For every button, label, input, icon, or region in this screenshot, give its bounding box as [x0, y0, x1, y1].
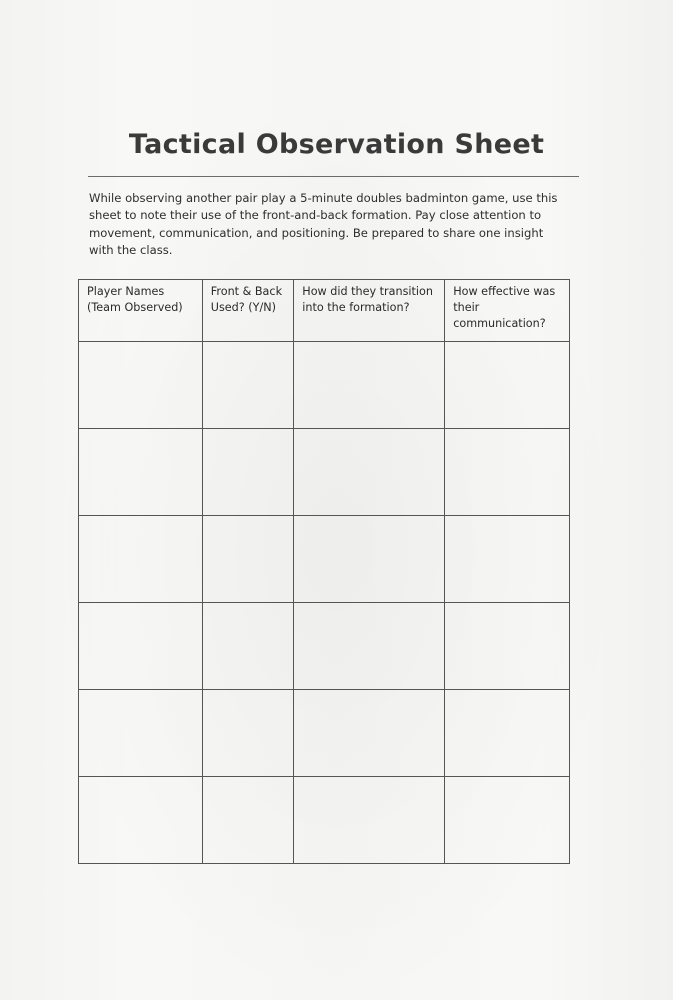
title-divider — [88, 176, 579, 177]
page-title: Tactical Observation Sheet — [128, 129, 545, 160]
table-cell[interactable] — [294, 516, 445, 603]
table-row — [79, 603, 570, 690]
table-row — [79, 429, 570, 516]
table-cell[interactable] — [202, 429, 294, 516]
table-cell[interactable] — [445, 342, 570, 429]
table-cell[interactable] — [294, 777, 445, 864]
instructions-paragraph: While observing another pair play a 5-minute doubles badminton game, use this sheet to note their use of the front-and-back formation. Pay close attention to movement, communication, and positioning. Be prepared to share one insight with the class. — [89, 191, 558, 257]
table-cell[interactable] — [79, 690, 203, 777]
column-header-transition: How did they transition into the formation? — [294, 280, 445, 342]
table-cell[interactable] — [445, 429, 570, 516]
table-cell[interactable] — [294, 429, 445, 516]
table-cell[interactable] — [294, 342, 445, 429]
column-header-communication: How effective was their communication? — [445, 280, 570, 342]
table-cell[interactable] — [202, 603, 294, 690]
table-cell[interactable] — [445, 516, 570, 603]
observation-table — [78, 279, 570, 864]
table-cell[interactable] — [79, 342, 203, 429]
table-cell[interactable] — [79, 516, 203, 603]
table-cell[interactable] — [202, 516, 294, 603]
table-cell[interactable] — [79, 429, 203, 516]
column-header-front-back-used: Front & Back Used? (Y/N) — [202, 280, 294, 342]
table-cell[interactable] — [445, 603, 570, 690]
table-cell[interactable] — [202, 690, 294, 777]
table-cell[interactable] — [294, 603, 445, 690]
table-header-row — [79, 280, 570, 342]
table-cell[interactable] — [202, 342, 294, 429]
table-row — [79, 777, 570, 864]
table-cell[interactable] — [294, 690, 445, 777]
column-header-player-names: Player Names (Team Observed) — [79, 280, 203, 342]
table-row — [79, 690, 570, 777]
table-cell[interactable] — [445, 690, 570, 777]
table-cell[interactable] — [202, 777, 294, 864]
table-cell[interactable] — [445, 777, 570, 864]
table-cell[interactable] — [79, 777, 203, 864]
table-row — [79, 516, 570, 603]
table-cell[interactable] — [79, 603, 203, 690]
table-row — [79, 342, 570, 429]
